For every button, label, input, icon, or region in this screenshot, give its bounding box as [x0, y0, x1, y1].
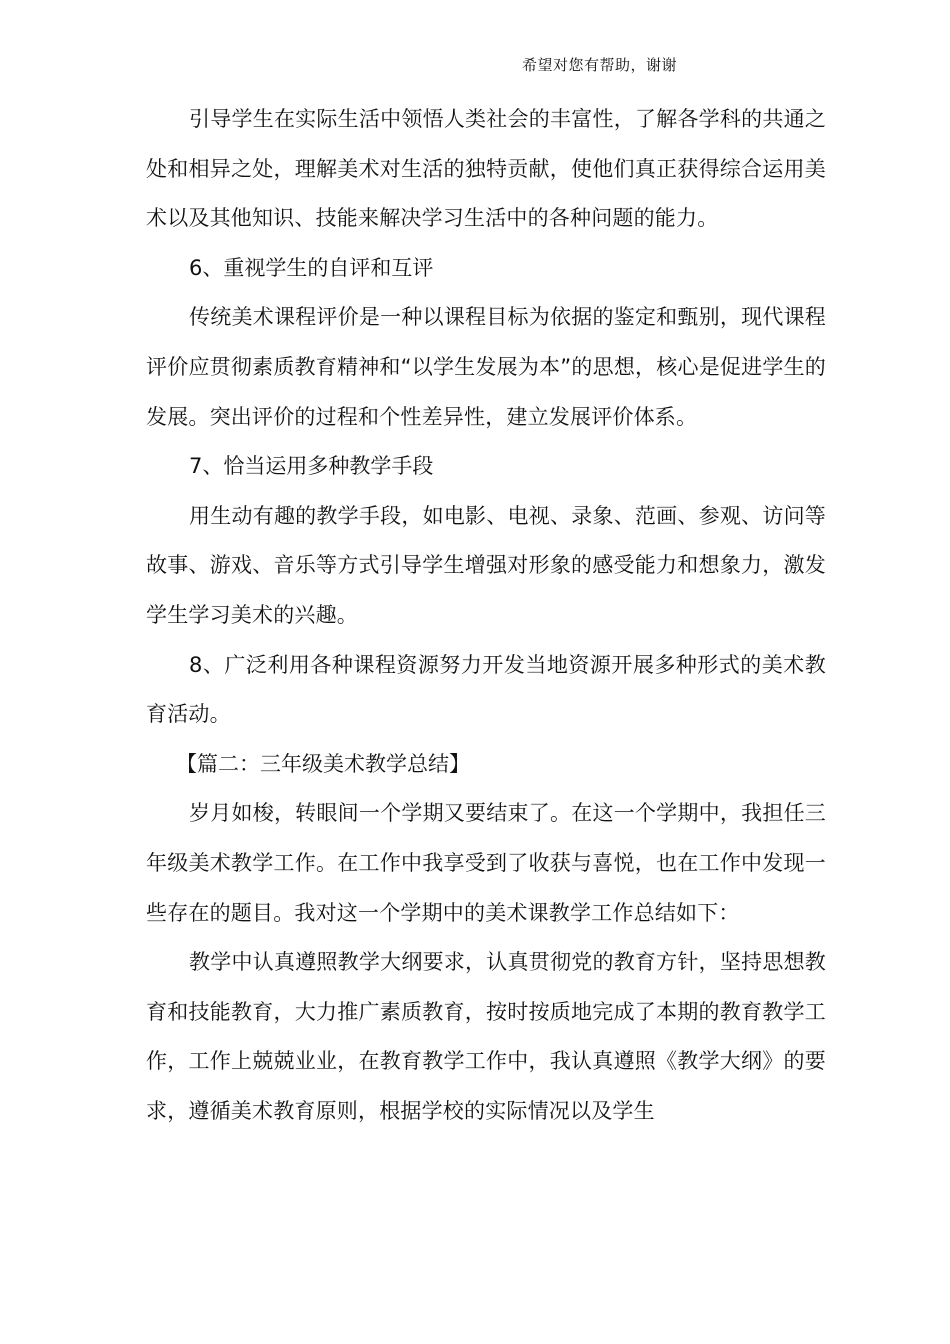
paragraph-teaching-means: 用生动有趣的教学手段，如电影、电视、录象、范画、参观、访问等故事、游戏、音乐等方式引导学生增强对形象的感受能力和想象力，激发学生学习美术的兴趣。 [146, 503, 826, 627]
document-body [146, 95, 826, 1136]
heading-item-7: 7、恰当运用多种教学手段 [189, 454, 434, 479]
section-title-part-two: 【篇二：三年级美术教学总结】 [176, 751, 470, 776]
heading-item-6: 6、重视学生的自评和互评 [189, 255, 434, 280]
paragraph-real-life: 引导学生在实际生活中领悟人类社会的丰富性，了解各学科的共通之处和相异之处，理解美术对生活的独特贡献，使他们真正获得综合运用美术以及其他知识、技能来解决学习生活中的各种问题的能力。 [146, 107, 826, 231]
paragraph-semester-intro: 岁月如梭，转眼间一个学期又要结束了。在这一个学期中，我担任三年级美术教学工作。在工作中我享受到了收获与喜悦，也在工作中发现一些存在的题目。我对这一个学期中的美术课教学工作总结如下： [146, 801, 826, 925]
paragraph-evaluation: 传统美术课程评价是一种以课程目标为依据的鉴定和甄别，现代课程评价应贯彻素质教育精神和“以学生发展为本”的思想，核心是促进学生的发展。突出评价的过程和个性差异性，建立发展评价体系。 [146, 305, 826, 429]
paragraph-teaching-summary: 教学中认真遵照教学大纲要求，认真贯彻党的教育方针，坚持思想教育和技能教育，大力推广素质教育，按时按质地完成了本期的教育教学工作，工作上兢兢业业，在教育教学工作中，我认真遵照《教学大纲》的要求，遵循美术教育原则，根据学校的实际情况以及学生 [146, 950, 826, 1123]
header-note: 希望对您有帮助，谢谢 [522, 56, 678, 74]
heading-item-8: 8、广泛利用各种课程资源努力开发当地资源开展多种形式的美术教育活动。 [146, 652, 826, 727]
